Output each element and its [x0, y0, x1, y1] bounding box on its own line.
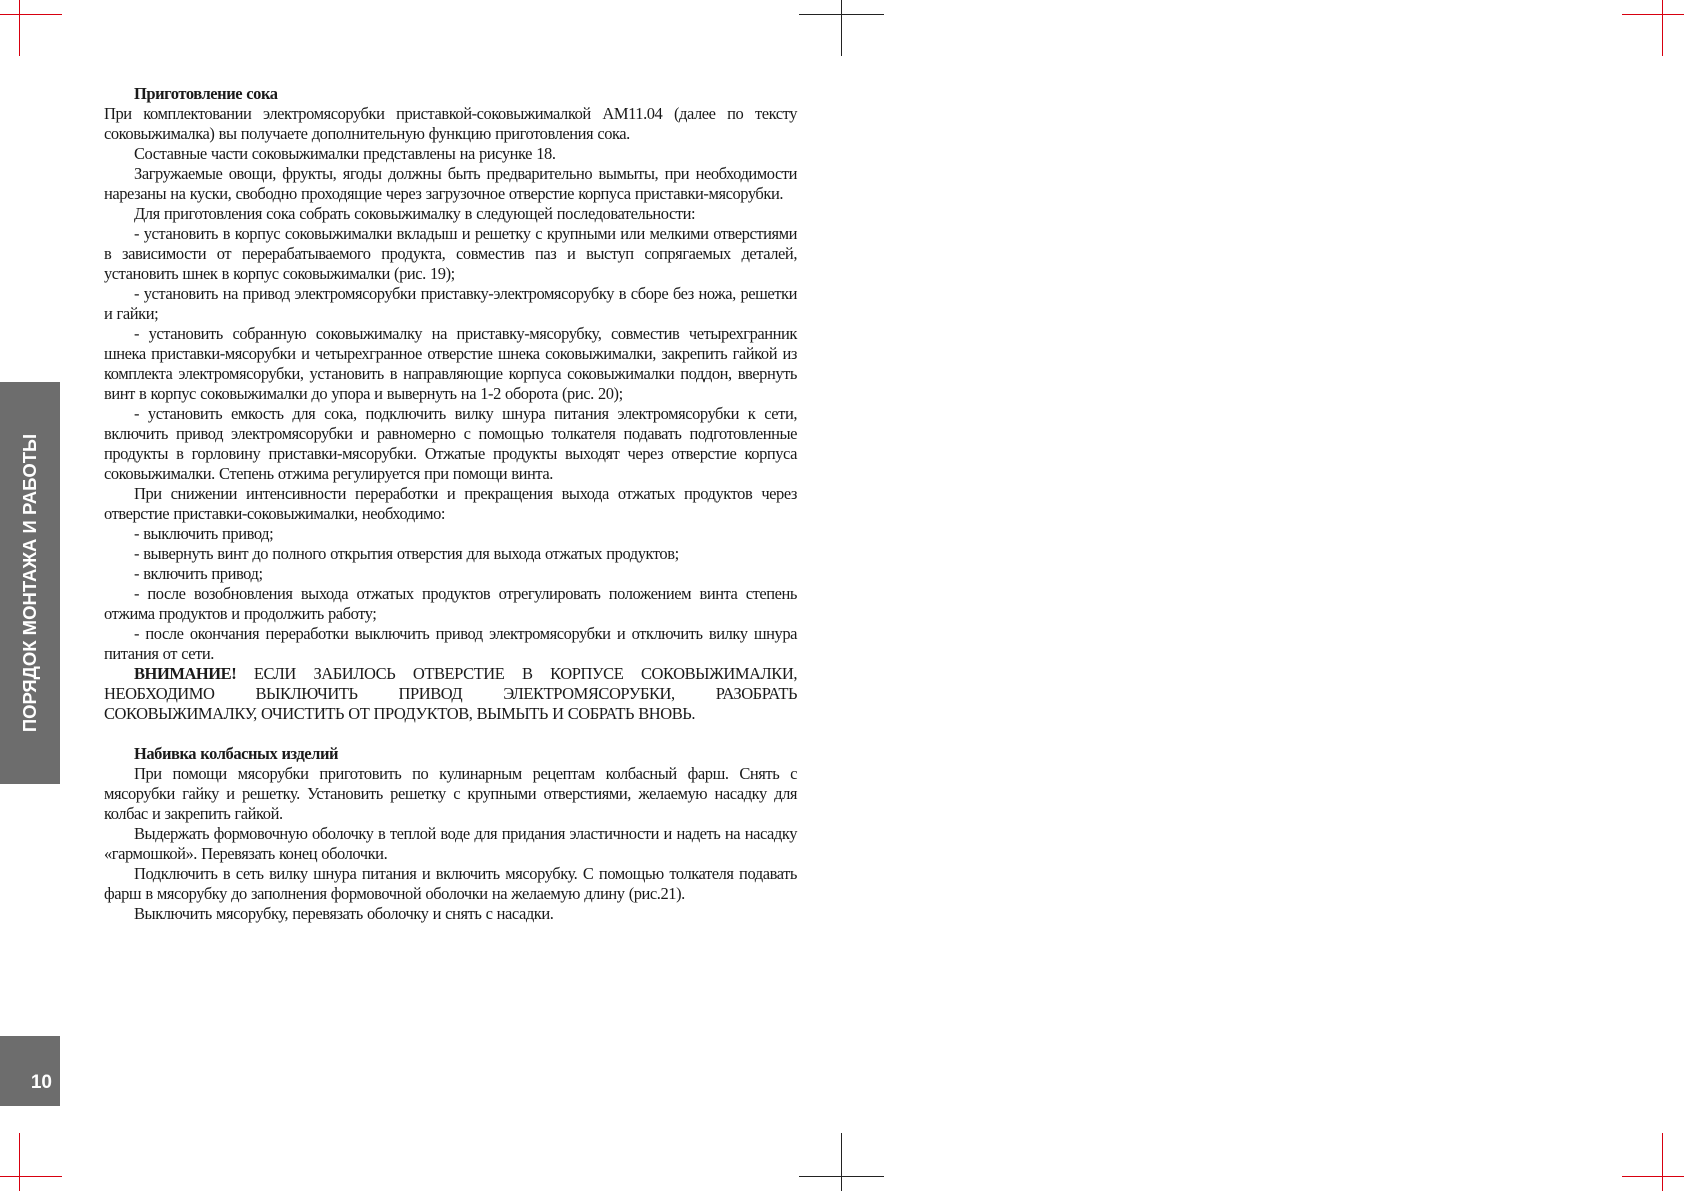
crop-mark: [0, 14, 62, 15]
list-item: - установить собранную соковыжималку на приставку-мясорубку, совместив четырехгранник шнека приставки-мясорубки и четырехгранное отверстие шнека соковыжималки, закрепить гайкой из комплекта электромясорубки, установить в направляющие корпуса соковыжималки поддон, ввернуть винт в корпус соковыжималки до упора и вывернуть на 1-2 оборота (рис. 20);: [104, 324, 797, 403]
list-item: - установить в корпус соковыжималки вкладыш и решетку с крупными или мелкими отверстиями в зависимости от перерабатываемого продукта, совместив паз и выступ сопрягаемых деталей, установить шнек в корпус соковыжималки (рис. 19);: [104, 224, 797, 283]
document-body: [104, 84, 797, 924]
crop-mark: [841, 0, 842, 56]
warning-text: ЕСЛИ ЗАБИЛОСЬ ОТВЕРСТИЕ В КОРПУСЕ СОКОВЫЖИМАЛКИ, НЕОБХОДИМО ВЫКЛЮЧИТЬ ПРИВОД ЭЛЕКТРОМЯСОРУБКИ, РАЗОБРАТЬ СОКОВЫЖИМАЛКУ, ОЧИСТИТЬ ОТ ПРОДУКТОВ, ВЫМЫТЬ И СОБРАТЬ ВНОВЬ.: [104, 664, 797, 723]
list-item: - после возобновления выхода отжатых продуктов отрегулировать положением винта степень отжима продуктов и продолжить работу;: [104, 584, 797, 623]
side-tab: [0, 382, 60, 784]
crop-mark: [1662, 0, 1663, 56]
paragraph: При снижении интенсивности переработки и прекращения выхода отжатых продуктов через отверстие приставки-соковыжималки, необходимо:: [104, 484, 797, 523]
crop-mark: [841, 1133, 842, 1191]
paragraph: При помощи мясорубки приготовить по кулинарным рецептам колбасный фарш. Снять с мясорубки гайку и решетку. Установить решетку с крупными отверстиями, желаемую насадку для колбас и закрепить гайкой.: [104, 764, 797, 823]
list-item: - выключить привод;: [134, 524, 274, 543]
section-title-sausage: Набивка колбасных изделий: [134, 744, 339, 763]
warning-paragraph: [104, 664, 797, 724]
crop-mark: [1622, 1176, 1684, 1177]
paragraph: Выключить мясорубку, перевязать оболочку и снять с насадки.: [134, 904, 554, 923]
paragraph: Составные части соковыжималки представлены на рисунке 18.: [134, 144, 556, 163]
side-tab-label: ПОРЯДОК МОНТАЖА И РАБОТЫ: [19, 433, 40, 733]
list-item: - установить на привод электромясорубки приставку-электромясорубку в сборе без ножа, решетки и гайки;: [104, 284, 797, 323]
crop-mark: [1662, 1133, 1663, 1191]
list-item: - вывернуть винт до полного открытия отверстия для выхода отжатых продуктов;: [134, 544, 679, 563]
paragraph: Для приготовления сока собрать соковыжималку в следующей последовательности:: [134, 204, 696, 223]
list-item: - после окончания переработки выключить привод электромясорубки и отключить вилку шнура питания от сети.: [104, 624, 797, 663]
crop-mark: [0, 1176, 62, 1177]
crop-mark: [799, 14, 884, 15]
page-number-box: [0, 1036, 60, 1106]
list-item: - включить привод;: [134, 564, 263, 583]
paragraph: Выдержать формовочную оболочку в теплой воде для придания эластичности и надеть на насадку «гармошкой». Перевязать конец оболочки.: [104, 824, 797, 863]
paragraph: Загружаемые овощи, фрукты, ягоды должны быть предварительно вымыты, при необходимости нарезаны на куски, свободно проходящие через загрузочное отверстие корпуса приставки-мясорубки.: [104, 164, 797, 203]
section-title-juice: Приготовление сока: [134, 84, 278, 103]
crop-mark: [19, 0, 20, 56]
paragraph: Подключить в сеть вилку шнура питания и включить мясорубку. С помощью толкателя подавать фарш в мясорубку до заполнения формовочной оболочки на желаемую длину (рис.21).: [104, 864, 797, 903]
crop-mark: [799, 1176, 884, 1177]
list-item: - установить емкость для сока, подключить вилку шнура питания электромясорубки к сети, включить привод электромясорубки и равномерно с помощью толкателя подавать подготовленные продукты в горловину приставки-мясорубки. Отжатые продукты выходят через отверстие корпуса соковыжималки. Степень отжима регулируется при помощи винта.: [104, 404, 797, 483]
crop-mark: [1622, 14, 1684, 15]
page-number: 10: [30, 1072, 52, 1093]
warning-label: ВНИМАНИЕ!: [134, 664, 237, 683]
crop-mark: [19, 1133, 20, 1191]
paragraph: При комплектовании электромясорубки приставкой-соковыжималкой АМ11.04 (далее по тексту соковыжималка) вы получаете дополнительную функцию приготовления сока.: [104, 104, 797, 143]
